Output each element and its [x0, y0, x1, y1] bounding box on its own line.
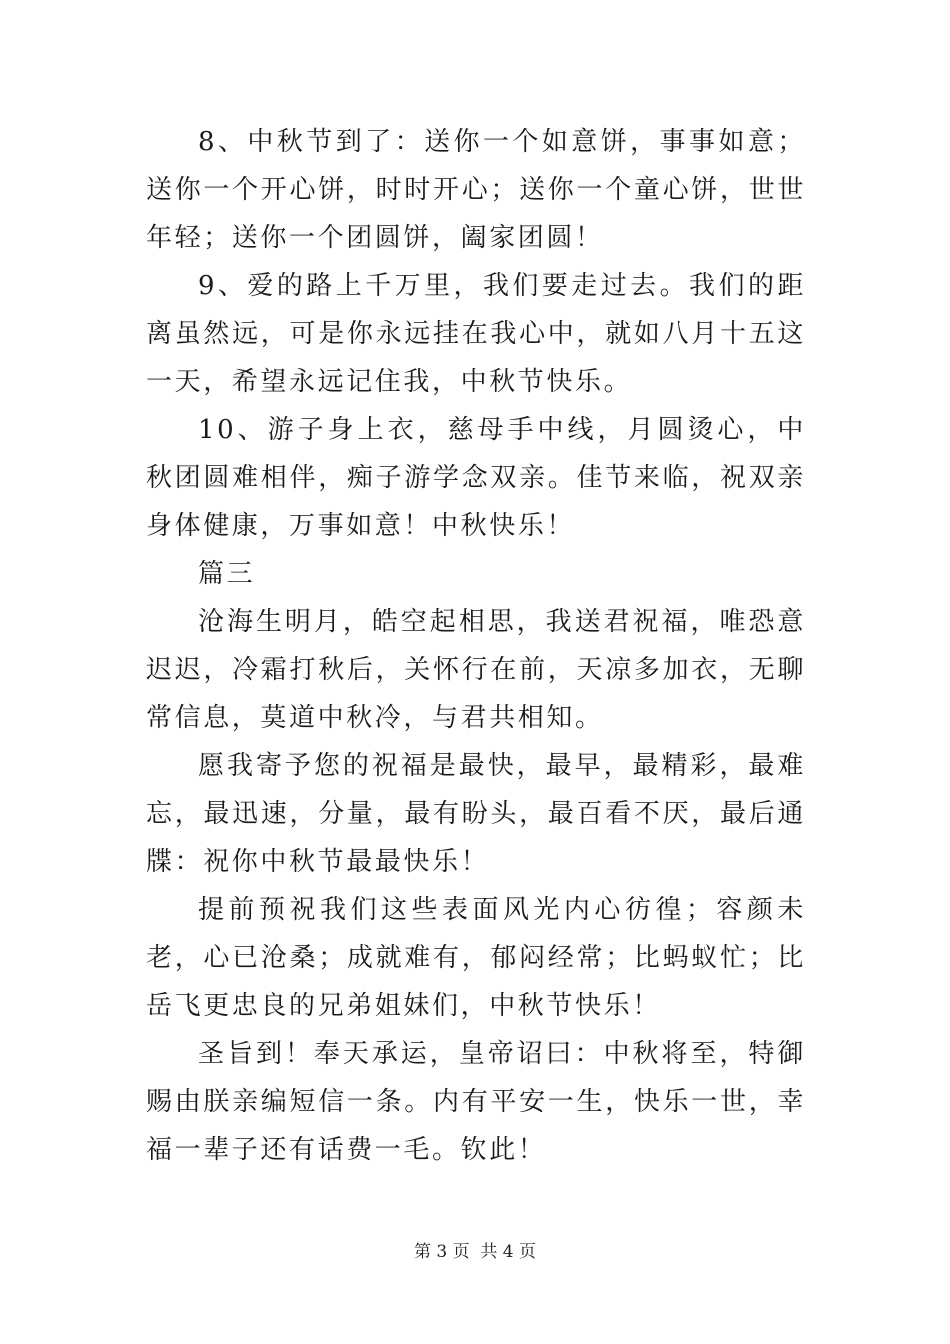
document-body [146, 118, 806, 1174]
paragraph-item-9: 9、爱的路上千万里，我们要走过去。我们的距离虽然远，可是你永远挂在我心中，就如八月十五这一天，希望永远记住我，中秋节快乐。 [146, 271, 806, 397]
section-heading: 篇三 [198, 559, 256, 589]
paragraph-item-10: 10、游子身上衣，慈母手中线，月圆烫心，中秋团圆难相伴，痴子游学念双亲。佳节来临，祝双亲身体健康，万事如意！中秋快乐！ [146, 415, 806, 541]
page-number: 第 3 页 共 4 页 [413, 1242, 537, 1262]
paragraph-edict: 圣旨到！奉天承运，皇帝诏曰：中秋将至，特御赐由朕亲编短信一条。内有平安一生，快乐一世，幸福一辈子还有话费一毛。钦此！ [146, 1039, 806, 1165]
paragraph-item-8: 8、中秋节到了：送你一个如意饼，事事如意；送你一个开心饼，时时开心；送你一个童心饼，世世年轻；送你一个团圆饼，阖家团圆！ [146, 127, 806, 253]
paragraph-wish: 愿我寄予您的祝福是最快，最早，最精彩，最难忘，最迅速，分量，最有盼头，最百看不厌，最后通牒：祝你中秋节最最快乐！ [146, 751, 806, 877]
paragraph-greeting: 提前预祝我们这些表面风光内心彷徨；容颜未老，心已沧桑；成就难有，郁闷经常；比蚂蚁忙；比岳飞更忠良的兄弟姐妹们，中秋节快乐！ [146, 895, 806, 1021]
page-footer [0, 1240, 950, 1264]
paragraph-poem: 沧海生明月，皓空起相思，我送君祝福，唯恐意迟迟，冷霜打秋后，关怀行在前，天凉多加衣，无聊常信息，莫道中秋冷，与君共相知。 [146, 607, 806, 733]
